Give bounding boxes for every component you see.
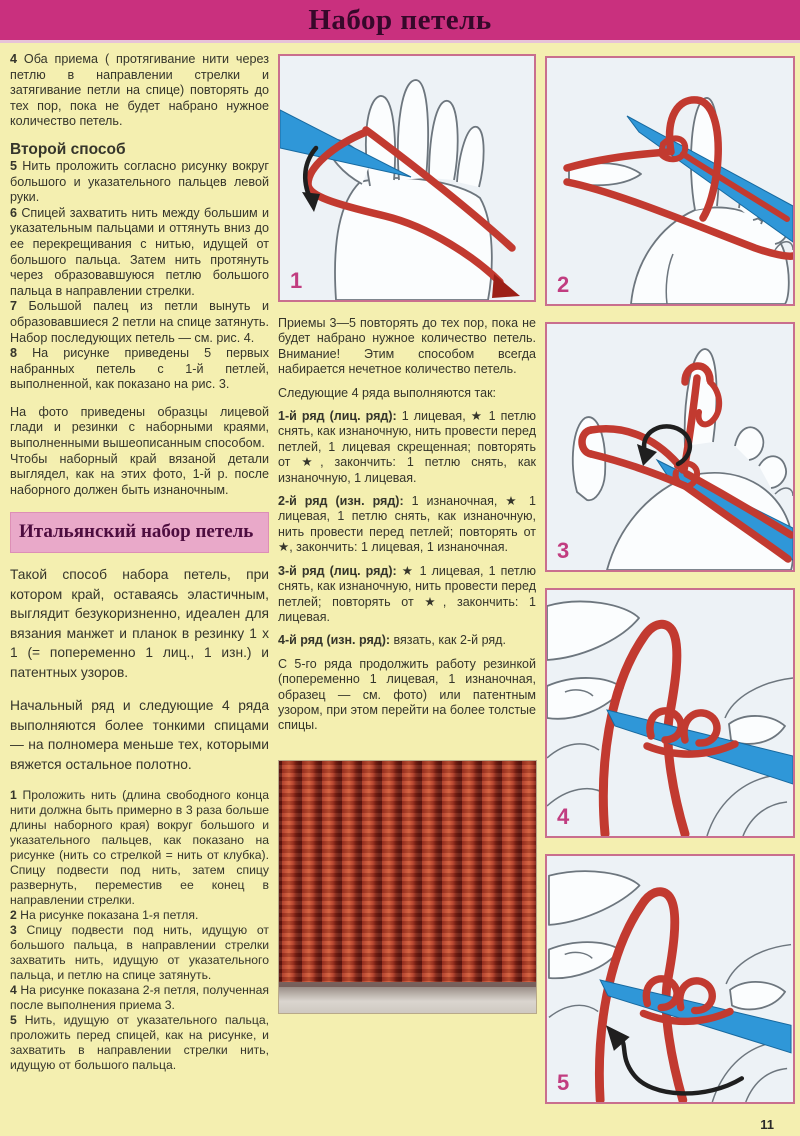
figure-3 [545, 322, 795, 572]
page-number: 11 [760, 1117, 774, 1132]
figure-2-illustration [547, 58, 793, 304]
photo-note: На фото приведены образцы лицевой глади и резинки с наборными краями, выполненными вышеописанным способом. [10, 404, 269, 451]
yarn-arrowhead [492, 274, 520, 298]
figure-5-illustration [547, 856, 793, 1102]
repeat-note: Приемы 3—5 повторять до тех пор, пока не будет набрано нужное количество петель. Внимание! Этим способом всегда набирается нечетное количество петель. [278, 316, 536, 377]
italian-needles-note: Начальный ряд и следующие 4 ряда выполняются более тонкими спицами — на полномера меньше тех, которыми вяжется остальное полотно. [10, 698, 269, 772]
italian-castion-heading-banner [10, 512, 269, 553]
hand-outline [547, 602, 639, 660]
figure-number: 2 [557, 272, 570, 297]
figure-5 [545, 854, 795, 1104]
second-method-heading: Второй способ [10, 140, 126, 158]
step-paragraph: 8 На рисунке приведены 5 первых набранных петель с 1-й петлей, выполненной, как показано на рис. 3. [10, 346, 270, 392]
figure-number: 5 [557, 1070, 570, 1095]
page-header [0, 0, 800, 43]
figure-number: 1 [290, 268, 303, 293]
rib-knit-swatch-photo [278, 760, 537, 1014]
continue-note: С 5-го ряда продолжить работу резинкой (попеременно 1 лицевая, 1 изнаночная, образец — см. фото) или патентным узором, при этом перейти на более толстые спицы. [278, 656, 536, 733]
page-title: Набор петель [308, 3, 492, 36]
row-instruction: 3-й ряд (лиц. ряд): ★ 1 лицевая, 1 петлю снять, как изнаночную, нить провести перед петлей; повторять от ★, закончить: 1 лицевая. [278, 563, 537, 624]
step-paragraph: 5 Нить проложить согласно рисунку вокруг большого и указательного пальцев левой руки. [10, 158, 270, 205]
step-paragraph: 5 Нить, идущую от указательного пальца, проложить перед спицей, как на рисунке, и захватить в направлении стрелки нить, идущую от большого пальца. [10, 1013, 270, 1073]
row-instruction: 4-й ряд (изн. ряд): вязать, как 2-й ряд. [278, 633, 506, 648]
middle-column [278, 54, 536, 734]
figure-3-illustration [547, 324, 793, 570]
row-instruction: 2-й ряд (изн. ряд): 1 изнаночная, ★ 1 лицевая, 1 петлю снять, как изнаночную, нить провести перед петлей; повторять от ★, закончить: 1 лицевая, 1 изнаночная. [278, 494, 536, 555]
step-paragraph: 7 Большой палец из петли вынуть и образовавшиеся 2 петли на спице затянуть. Набор последующих петель — см. рис. 4. [10, 299, 270, 345]
italian-caston-heading: Итальянский набор петель [19, 521, 254, 543]
figure-4 [545, 588, 795, 838]
italian-intro: Такой способ набора петель, при котором край, оставаясь эластичным, выглядит безукоризненно, идеален для вязания манжет и планок в резинку 1 х 1 (= попеременно 1 лиц., 1 изн.) и патентных узоров. [10, 567, 269, 680]
figure-number: 3 [557, 538, 570, 563]
cast-on-edge [279, 982, 536, 1013]
step-paragraph: 1 Проложить нить (длина свободного конца нити должна быть примерно в 3 раза больше длины наборного края) вокруг большого и указательного пальцев, как показано на рисунке (нить со стрелкой = нить от клубка). Спицу подвести под нить, затем спицу развернуть, переместив ее конец в направлении стрелки. [10, 788, 270, 908]
step-paragraph: 4 Оба приема ( протягивание нити через петлю в направлении стрелки и затягивание петли на спице) повторять до тех пор, пока не будет набрано нужное количество петель. [10, 52, 270, 129]
figure-2 [545, 56, 795, 306]
left-column [10, 52, 269, 1073]
figure-1 [278, 54, 536, 302]
row-instruction: 1-й ряд (лиц. ряд): 1 лицевая, ★ 1 петлю снять, как изнаночную, нить провести перед петлей, 1 лицевая скрещенная; повторять от ★, закончить: 1 петлю снять, как изнаночную, 1 лицевая. [278, 409, 537, 485]
right-column [545, 56, 795, 1104]
hand-outline [335, 178, 492, 300]
step-paragraph: 3 Спицу подвести под нить, идущую от большого пальца, в направлении стрелки захватить нить, идущую от указательного пальца, и петлю на спице затянуть. [10, 923, 269, 983]
rows-intro: Следующие 4 ряда выполняются так: [278, 385, 497, 400]
step-number: 4 [10, 52, 18, 66]
photo-note: Чтобы наборный край вязаной детали выглядел, как на этих фото, 1-й р. после наборного должен быть изнаночным. [10, 451, 269, 497]
hand-outline [549, 871, 640, 925]
figure-4-illustration [547, 590, 793, 836]
figure-number: 4 [557, 804, 570, 829]
figure-1-illustration [280, 56, 534, 300]
step-paragraph: 4 На рисунке показана 2-я петля, полученная после выполнения приема 3. [10, 983, 270, 1013]
step-paragraph: 2 На рисунке показана 1-я петля. [10, 908, 199, 923]
step-paragraph: 6 Спицей захватить нить между большим и указательным пальцами и оттянуть вниз до ее перекрещивания с нитью, идущей от большого пальца. Затем нить протянуть через образовавшуюся петлю большого пальца в направлении стрелки. [10, 205, 269, 298]
